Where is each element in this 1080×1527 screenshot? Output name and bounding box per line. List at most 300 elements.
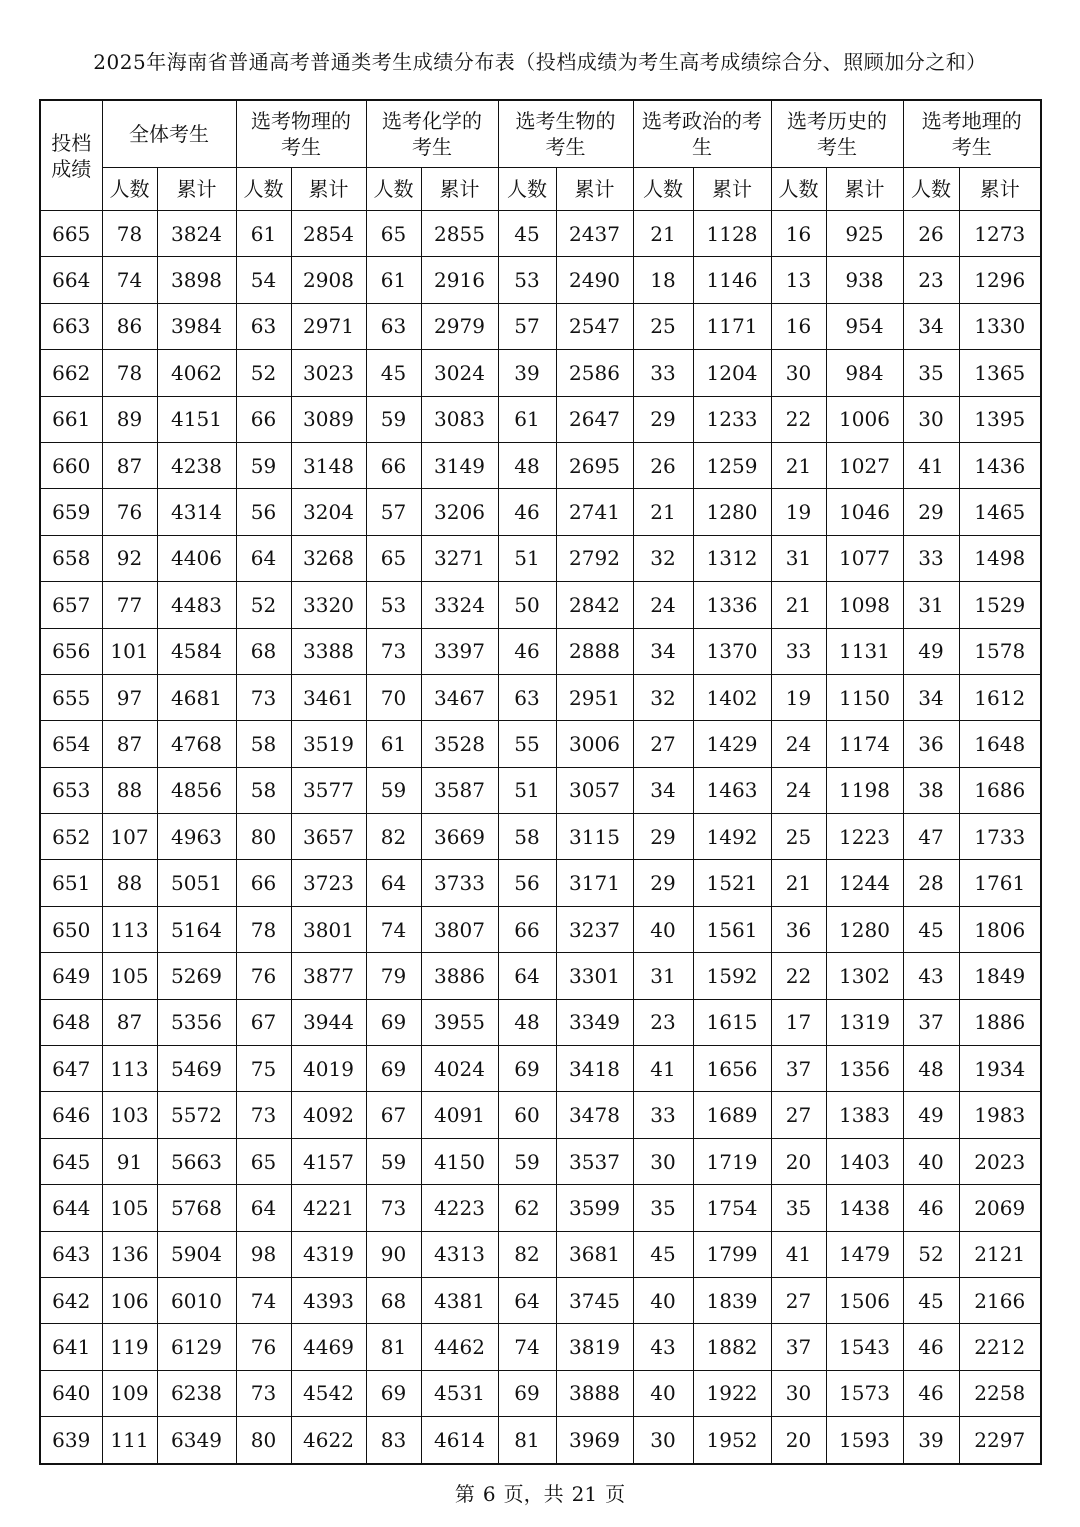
count-cell: 52 [903,1231,959,1277]
cumulative-cell: 4024 [421,1046,498,1092]
count-cell: 68 [366,1277,421,1323]
count-cell: 75 [236,1046,291,1092]
group-header-geography: 选考地理的 考生 [903,100,1041,168]
cumulative-cell: 3657 [291,814,366,860]
cumulative-cell: 4622 [291,1417,366,1464]
footer-page-number: 6 [482,1482,496,1506]
count-cell: 82 [366,814,421,860]
cumulative-cell: 938 [826,257,903,303]
count-cell: 30 [633,1138,693,1184]
cumulative-cell: 2908 [291,257,366,303]
count-cell: 38 [903,767,959,813]
cumulative-cell: 1806 [959,906,1041,952]
count-cell: 74 [498,1324,556,1370]
count-cell: 64 [236,1185,291,1231]
cumulative-cell: 1302 [826,953,903,999]
table-row [40,442,1041,488]
count-cell: 33 [903,535,959,581]
count-cell: 61 [366,257,421,303]
count-cell: 80 [236,1417,291,1464]
cumulative-cell: 3301 [556,953,633,999]
cumulative-cell: 1395 [959,396,1041,442]
cumulative-cell: 2854 [291,211,366,257]
count-cell: 60 [498,1092,556,1138]
count-cell: 49 [903,1092,959,1138]
cumulative-cell: 984 [826,350,903,396]
cumulative-cell: 3807 [421,906,498,952]
score-cell: 649 [40,953,102,999]
count-cell: 113 [102,1046,157,1092]
cumulative-cell: 3204 [291,489,366,535]
cumulative-cell: 3023 [291,350,366,396]
count-cell: 74 [236,1277,291,1323]
count-cell: 58 [236,721,291,767]
cumulative-cell: 3268 [291,535,366,581]
count-cell: 61 [366,721,421,767]
cumulative-cell: 1244 [826,860,903,906]
subheader-count: 人数 [903,168,959,211]
cumulative-cell: 3467 [421,674,498,720]
cumulative-cell: 4062 [157,350,236,396]
count-cell: 43 [903,953,959,999]
count-cell: 76 [236,1324,291,1370]
count-cell: 52 [236,350,291,396]
cumulative-cell: 1128 [693,211,771,257]
count-cell: 73 [236,1370,291,1416]
count-cell: 16 [771,211,826,257]
cumulative-cell: 3824 [157,211,236,257]
cumulative-cell: 2437 [556,211,633,257]
score-cell: 651 [40,860,102,906]
count-cell: 66 [366,442,421,488]
cumulative-cell: 2971 [291,303,366,349]
cumulative-cell: 954 [826,303,903,349]
cumulative-cell: 5164 [157,906,236,952]
cumulative-cell: 1403 [826,1138,903,1184]
table-row [40,906,1041,952]
cumulative-cell: 2888 [556,628,633,674]
count-cell: 107 [102,814,157,860]
count-cell: 111 [102,1417,157,1464]
count-cell: 43 [633,1324,693,1370]
count-cell: 56 [236,489,291,535]
count-cell: 69 [366,1046,421,1092]
cumulative-cell: 2951 [556,674,633,720]
count-cell: 109 [102,1370,157,1416]
count-cell: 57 [366,489,421,535]
count-cell: 105 [102,953,157,999]
cumulative-cell: 1312 [693,535,771,581]
cumulative-cell: 1761 [959,860,1041,906]
count-cell: 24 [771,721,826,767]
count-cell: 50 [498,582,556,628]
cumulative-cell: 1529 [959,582,1041,628]
cumulative-cell: 4319 [291,1231,366,1277]
cumulative-cell: 1006 [826,396,903,442]
count-cell: 45 [903,1277,959,1323]
count-cell: 45 [498,211,556,257]
count-cell: 37 [771,1046,826,1092]
cumulative-cell: 3397 [421,628,498,674]
cumulative-cell: 6129 [157,1324,236,1370]
count-cell: 20 [771,1138,826,1184]
table-row [40,674,1041,720]
score-cell: 658 [40,535,102,581]
count-cell: 91 [102,1138,157,1184]
cumulative-cell: 2741 [556,489,633,535]
cumulative-cell: 3819 [556,1324,633,1370]
cumulative-cell: 1319 [826,999,903,1045]
count-cell: 13 [771,257,826,303]
score-cell: 655 [40,674,102,720]
count-cell: 40 [903,1138,959,1184]
cumulative-cell: 4681 [157,674,236,720]
cumulative-cell: 3886 [421,953,498,999]
cumulative-cell: 1171 [693,303,771,349]
cumulative-cell: 1498 [959,535,1041,581]
count-cell: 86 [102,303,157,349]
cumulative-cell: 1027 [826,442,903,488]
cumulative-cell: 5356 [157,999,236,1045]
cumulative-cell: 1983 [959,1092,1041,1138]
score-cell: 641 [40,1324,102,1370]
cumulative-cell: 2586 [556,350,633,396]
group-header-all: 全体考生 [102,100,236,168]
count-cell: 22 [771,953,826,999]
cumulative-cell: 1463 [693,767,771,813]
count-cell: 58 [236,767,291,813]
cumulative-cell: 3733 [421,860,498,906]
count-cell: 64 [366,860,421,906]
count-cell: 69 [366,1370,421,1416]
count-cell: 34 [903,674,959,720]
count-cell: 33 [633,1092,693,1138]
count-cell: 76 [236,953,291,999]
count-cell: 89 [102,396,157,442]
count-cell: 17 [771,999,826,1045]
count-cell: 41 [771,1231,826,1277]
count-cell: 62 [498,1185,556,1231]
count-cell: 92 [102,535,157,581]
cumulative-cell: 1733 [959,814,1041,860]
cumulative-cell: 2297 [959,1417,1041,1464]
cumulative-cell: 2023 [959,1138,1041,1184]
subheader-cumulative: 累计 [291,168,366,211]
table-row [40,628,1041,674]
count-cell: 37 [903,999,959,1045]
cumulative-cell: 3898 [157,257,236,303]
cumulative-cell: 3599 [556,1185,633,1231]
count-cell: 78 [236,906,291,952]
cumulative-cell: 1336 [693,582,771,628]
count-cell: 73 [366,1185,421,1231]
cumulative-cell: 3984 [157,303,236,349]
cumulative-cell: 2121 [959,1231,1041,1277]
cumulative-cell: 1296 [959,257,1041,303]
count-cell: 40 [633,906,693,952]
count-cell: 101 [102,628,157,674]
cumulative-cell: 1280 [826,906,903,952]
cumulative-cell: 1656 [693,1046,771,1092]
count-cell: 82 [498,1231,556,1277]
count-cell: 79 [366,953,421,999]
table-row [40,814,1041,860]
count-cell: 31 [903,582,959,628]
count-cell: 51 [498,535,556,581]
cumulative-cell: 4091 [421,1092,498,1138]
cumulative-cell: 2647 [556,396,633,442]
count-cell: 70 [366,674,421,720]
cumulative-cell: 3723 [291,860,366,906]
cumulative-cell: 2695 [556,442,633,488]
score-cell: 659 [40,489,102,535]
cumulative-cell: 2792 [556,535,633,581]
count-cell: 48 [498,442,556,488]
count-cell: 47 [903,814,959,860]
cumulative-cell: 1952 [693,1417,771,1464]
cumulative-cell: 6349 [157,1417,236,1464]
cumulative-cell: 1131 [826,628,903,674]
count-cell: 58 [498,814,556,860]
score-cell: 652 [40,814,102,860]
cumulative-cell: 3083 [421,396,498,442]
count-cell: 27 [771,1092,826,1138]
table-row [40,1370,1041,1416]
cumulative-cell: 3388 [291,628,366,674]
cumulative-cell: 4963 [157,814,236,860]
cumulative-cell: 1077 [826,535,903,581]
cumulative-cell: 4768 [157,721,236,767]
cumulative-cell: 1046 [826,489,903,535]
count-cell: 27 [771,1277,826,1323]
document-title: 2025年海南省普通高考普通类考生成绩分布表（投档成绩为考生高考成绩综合分、照顾加分之和） [93,50,987,74]
count-cell: 65 [366,211,421,257]
count-cell: 21 [633,489,693,535]
cumulative-cell: 1174 [826,721,903,767]
count-cell: 46 [498,489,556,535]
count-cell: 31 [633,953,693,999]
count-cell: 66 [498,906,556,952]
count-cell: 18 [633,257,693,303]
count-cell: 56 [498,860,556,906]
cumulative-cell: 1370 [693,628,771,674]
cumulative-cell: 3206 [421,489,498,535]
count-cell: 61 [236,211,291,257]
count-cell: 34 [903,303,959,349]
score-cell: 664 [40,257,102,303]
count-cell: 59 [236,442,291,488]
score-cell: 656 [40,628,102,674]
cumulative-cell: 2855 [421,211,498,257]
cumulative-cell: 3888 [556,1370,633,1416]
cumulative-cell: 3418 [556,1046,633,1092]
count-cell: 103 [102,1092,157,1138]
cumulative-cell: 1719 [693,1138,771,1184]
cumulative-cell: 2547 [556,303,633,349]
cumulative-cell: 1233 [693,396,771,442]
cumulative-cell: 3237 [556,906,633,952]
cumulative-cell: 2166 [959,1277,1041,1323]
header-row-subheaders [40,168,1041,211]
score-cell: 644 [40,1185,102,1231]
count-cell: 73 [236,674,291,720]
count-cell: 39 [498,350,556,396]
subheader-cumulative: 累计 [693,168,771,211]
page-footer [0,1478,1080,1507]
cumulative-cell: 2212 [959,1324,1041,1370]
cumulative-cell: 5768 [157,1185,236,1231]
cumulative-cell: 3877 [291,953,366,999]
cumulative-cell: 1365 [959,350,1041,396]
subheader-count: 人数 [633,168,693,211]
count-cell: 119 [102,1324,157,1370]
cumulative-cell: 3461 [291,674,366,720]
count-cell: 25 [771,814,826,860]
cumulative-cell: 4381 [421,1277,498,1323]
count-cell: 40 [633,1277,693,1323]
cumulative-cell: 4531 [421,1370,498,1416]
cumulative-cell: 3149 [421,442,498,488]
count-cell: 35 [633,1185,693,1231]
count-cell: 25 [633,303,693,349]
cumulative-cell: 4393 [291,1277,366,1323]
count-cell: 83 [366,1417,421,1464]
count-cell: 39 [903,1417,959,1464]
cumulative-cell: 6238 [157,1370,236,1416]
subheader-count: 人数 [366,168,421,211]
count-cell: 45 [366,350,421,396]
count-cell: 29 [633,860,693,906]
count-cell: 76 [102,489,157,535]
cumulative-cell: 1799 [693,1231,771,1277]
cumulative-cell: 1506 [826,1277,903,1323]
count-cell: 48 [498,999,556,1045]
count-cell: 32 [633,535,693,581]
subheader-cumulative: 累计 [556,168,633,211]
count-cell: 63 [498,674,556,720]
count-cell: 33 [771,628,826,674]
cumulative-cell: 1521 [693,860,771,906]
count-cell: 73 [236,1092,291,1138]
cumulative-cell: 3669 [421,814,498,860]
cumulative-cell: 4542 [291,1370,366,1416]
count-cell: 23 [633,999,693,1045]
count-cell: 24 [633,582,693,628]
group-header-politics: 选考政治的考 生 [633,100,771,168]
count-cell: 26 [903,211,959,257]
count-cell: 64 [498,1277,556,1323]
count-cell: 52 [236,582,291,628]
count-cell: 88 [102,767,157,813]
count-cell: 29 [903,489,959,535]
cumulative-cell: 1402 [693,674,771,720]
count-cell: 53 [366,582,421,628]
cumulative-cell: 4483 [157,582,236,628]
count-cell: 63 [366,303,421,349]
cumulative-cell: 3681 [556,1231,633,1277]
count-cell: 61 [498,396,556,442]
cumulative-cell: 4221 [291,1185,366,1231]
count-cell: 59 [366,767,421,813]
count-cell: 21 [633,211,693,257]
cumulative-cell: 3320 [291,582,366,628]
score-cell: 653 [40,767,102,813]
cumulative-cell: 1429 [693,721,771,767]
score-cell: 650 [40,906,102,952]
group-header-chemistry: 选考化学的 考生 [366,100,498,168]
count-cell: 31 [771,535,826,581]
count-cell: 90 [366,1231,421,1277]
cumulative-cell: 3955 [421,999,498,1045]
count-cell: 98 [236,1231,291,1277]
count-cell: 46 [498,628,556,674]
cumulative-cell: 4856 [157,767,236,813]
cumulative-cell: 4584 [157,628,236,674]
cumulative-cell: 1438 [826,1185,903,1231]
score-cell: 660 [40,442,102,488]
count-cell: 41 [633,1046,693,1092]
count-cell: 69 [498,1370,556,1416]
count-cell: 34 [633,767,693,813]
cumulative-cell: 1356 [826,1046,903,1092]
cumulative-cell: 3324 [421,582,498,628]
count-cell: 65 [236,1138,291,1184]
count-cell: 19 [771,489,826,535]
count-cell: 49 [903,628,959,674]
cumulative-cell: 4150 [421,1138,498,1184]
count-cell: 30 [771,1370,826,1416]
cumulative-cell: 1223 [826,814,903,860]
count-cell: 48 [903,1046,959,1092]
group-header-biology: 选考生物的 考生 [498,100,633,168]
table-row [40,953,1041,999]
footer-middle: 页，共 [503,1482,564,1506]
cumulative-cell: 3537 [556,1138,633,1184]
cumulative-cell: 4151 [157,396,236,442]
count-cell: 136 [102,1231,157,1277]
count-cell: 36 [771,906,826,952]
count-cell: 105 [102,1185,157,1231]
cumulative-cell: 2258 [959,1370,1041,1416]
subheader-count: 人数 [236,168,291,211]
table-row [40,1046,1041,1092]
cumulative-cell: 4019 [291,1046,366,1092]
count-cell: 32 [633,674,693,720]
score-header [40,100,102,211]
cumulative-cell: 3587 [421,767,498,813]
footer-total-pages: 21 [571,1482,598,1506]
cumulative-cell: 1146 [693,257,771,303]
cumulative-cell: 1686 [959,767,1041,813]
cumulative-cell: 1273 [959,211,1041,257]
cumulative-cell: 1150 [826,674,903,720]
cumulative-cell: 1592 [693,953,771,999]
count-cell: 33 [633,350,693,396]
count-cell: 45 [903,906,959,952]
count-cell: 106 [102,1277,157,1323]
count-cell: 24 [771,767,826,813]
cumulative-cell: 1615 [693,999,771,1045]
count-cell: 87 [102,442,157,488]
group-header-physics: 选考物理的 考生 [236,100,366,168]
subheader-cumulative: 累计 [826,168,903,211]
score-cell: 642 [40,1277,102,1323]
cumulative-cell: 5572 [157,1092,236,1138]
table-row [40,303,1041,349]
count-cell: 35 [903,350,959,396]
score-cell: 640 [40,1370,102,1416]
table-row [40,999,1041,1045]
